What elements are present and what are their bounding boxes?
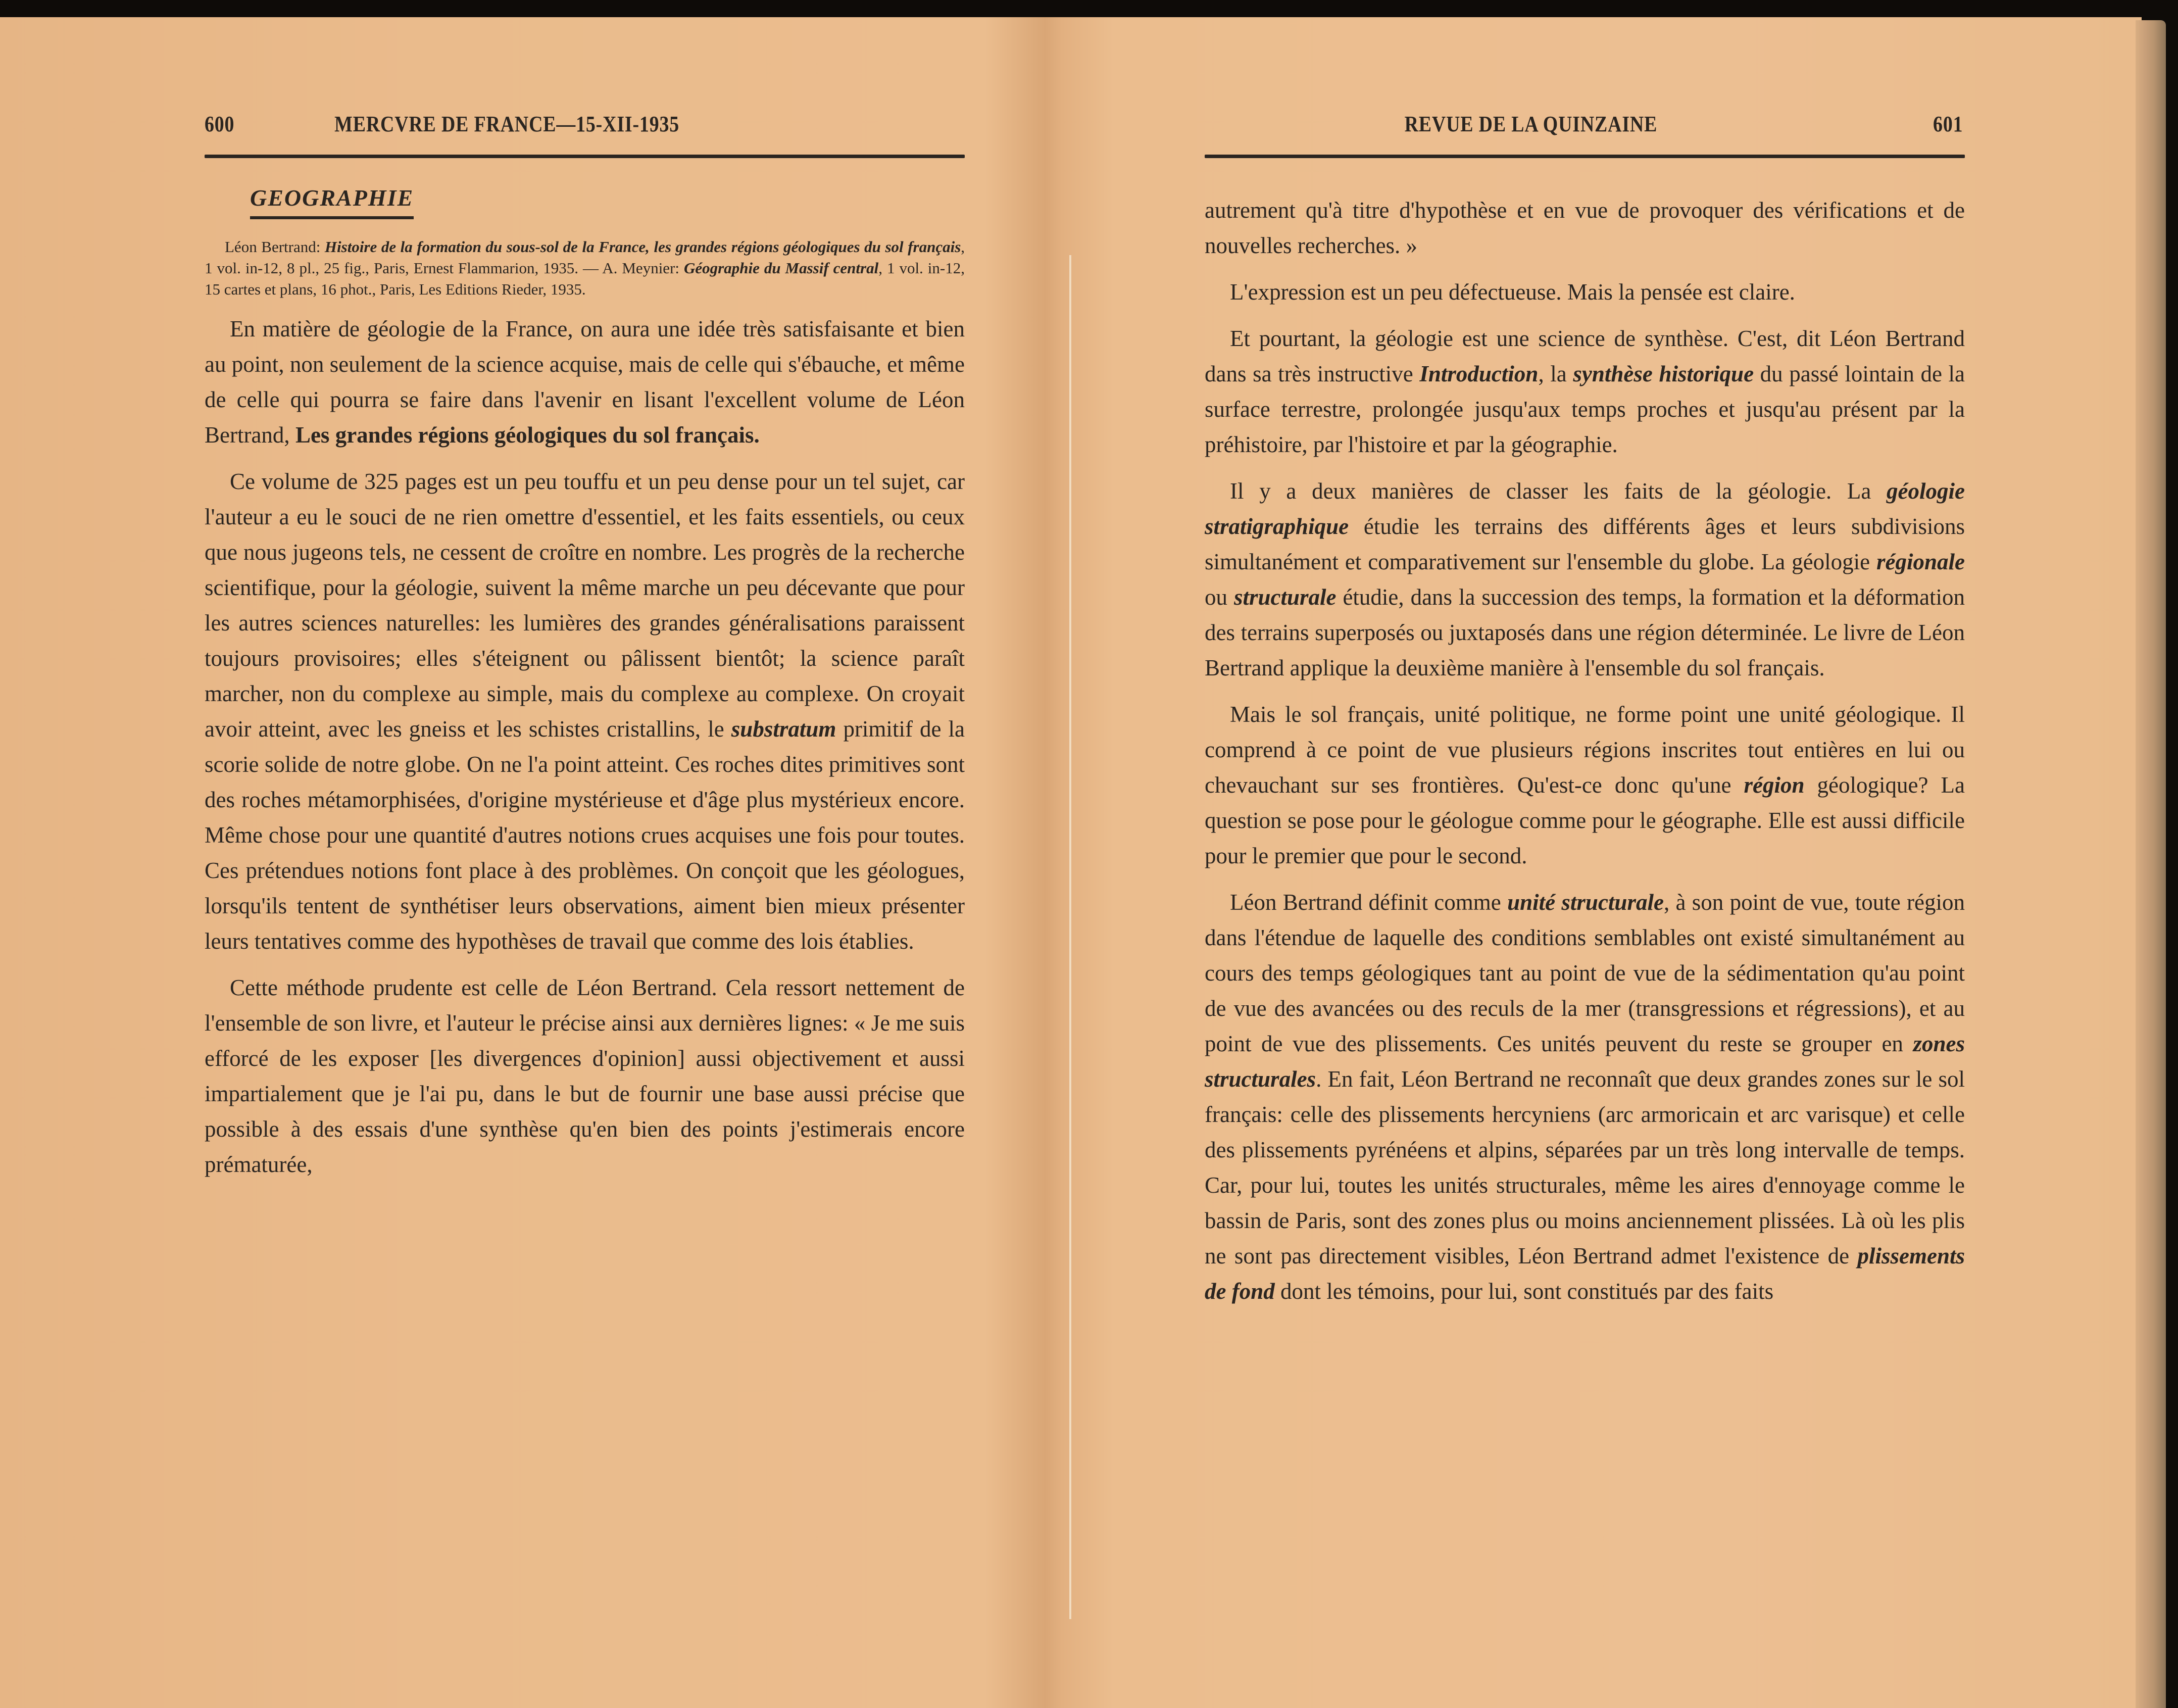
paragraph [205, 970, 965, 1182]
page-edges [2136, 20, 2166, 1708]
paragraph [1205, 885, 1965, 1309]
italic-run: plissements de fond [1205, 1243, 1965, 1304]
text-run: ou [1205, 584, 1234, 610]
text-run: . En fait, Léon Bertrand ne reconnaît que deux grandes zones sur le sol français: celle des plissements hercyniens (arc armoricain et arc varisque) et celle des plissements pyrénéens et alpins, séparées par un très long intervalle de temps. Car, pour lui, toutes les unités structurales, même les aires d'ennoyage comme le bassin de Paris, sont des zones plus ou moins anciennement plissées. Là où les plis ne sont pas directement visibles, Léon Bertrand admet l'existence de [1205, 1066, 1965, 1268]
running-head-title: MERCVRE DE FRANCE—15-XII-1935 [334, 112, 680, 136]
text-run: du passé lointain de la surface terrestre, prolongée jusqu'aux temps proches et jusqu'au présent par la préhistoire, par l'histoire et par la géographie. [1205, 361, 1965, 457]
right-page [1205, 111, 1965, 1320]
text-run: autrement qu'à titre d'hypothèse et en vue de provoquer des vérifications et de nouvelles recherches. » [1205, 198, 1965, 258]
bold-run: Les grandes régions géologiques du sol français. [295, 422, 760, 448]
paragraph [205, 464, 965, 959]
text-run: Et pourtant, la géologie est une science de synthèse. C'est, dit Léon Bertrand dans sa très instructive [1205, 326, 1965, 386]
text-run: Léon Bertrand définit comme [1230, 890, 1508, 915]
text-run: , 1 vol. in-12, 8 pl., 25 fig., Paris, Ernest Flammarion, 1935. — A. Meynier: [205, 238, 965, 277]
paragraph [1205, 321, 1965, 462]
bibliography-note [205, 236, 965, 300]
italic-run: Géographie du Massif central [684, 259, 879, 277]
italic-run: substratum [731, 716, 836, 742]
body-text [205, 311, 965, 1182]
paragraph [1205, 697, 1965, 873]
text-run: , à son point de vue, toute région dans l'étendue de laquelle des conditions semblables ont existé simultanément au cours des temps géologiques tant au point de vue de la sédimentation qu'au point de vue des avancées ou des reculs de la mer (transgressions et régressions), et au point de vue des plissements. Ces unités peuvent du reste se grouper en [1205, 890, 1965, 1056]
running-head-right [1205, 111, 1963, 141]
running-head-title: REVUE DE LA QUINZAINE [1404, 112, 1658, 136]
text-run: géologique? La question se pose pour le géologue comme pour le géographe. Elle est aussi difficile pour le premier que pour le second. [1205, 772, 1965, 868]
paragraph [1205, 192, 1965, 263]
text-run: primitif de la scorie solide de notre globe. On ne l'a point atteint. Ces roches dites primitives sont des roches métamorphisées, d'origine mystérieuse et d'âge plus mystérieux encore. Même chose pour une quantité d'autres notions crues acquises une fois pour toutes. Ces prétendues notions font place à des problèmes. On conçoit que les géologues, lorsqu'ils tentent de synthétiser leurs observations, aiment bien mieux présenter leurs tentatives comme des hypothèses de travail que comme des lois établies. [205, 716, 965, 954]
paragraph [205, 311, 965, 453]
italic-run: région [1744, 772, 1805, 798]
header-rule [205, 155, 965, 158]
italic-run: géologie stratigraphique [1205, 478, 1965, 539]
section-title: GEOGRAPHIE [250, 184, 414, 219]
text-run: étudie les terrains des différents âges et leurs subdivisions simultanément et comparativement sur l'ensemble du globe. La géologie [1205, 514, 1965, 574]
text-run: Mais le sol français, unité politique, ne forme point une unité géologique. Il comprend à ce point de vue plusieurs régions inscrites tout entières en lui ou chevauchant sur ses frontières. Qu'est-ce donc qu'une [1205, 702, 1965, 798]
italic-run: régionale [1876, 549, 1965, 574]
italic-run: structurale [1233, 584, 1336, 610]
text-run: , 1 vol. in-12, 15 cartes et plans, 16 phot., Paris, Les Editions Rieder, 1935. [205, 259, 965, 298]
page-number: 600 [205, 112, 235, 136]
page-number: 601 [1933, 112, 1963, 136]
italic-run: Introduction [1419, 361, 1539, 386]
text-run: dont les témoins, pour lui, sont constitués par des faits [1274, 1279, 1774, 1304]
text-run: étudie, dans la succession des temps, la formation et la déformation des terrains superposés ou juxtaposés dans une région déterminée. Le livre de Léon Bertrand applique la deuxième manière à l'ensemble du sol français. [1205, 584, 1965, 680]
text-run: Cette méthode prudente est celle de Léon Bertrand. Cela ressort nettement de l'ensemble de son livre, et l'auteur le précise ainsi aux dernières lignes: « Je me suis efforcé de les exposer [les divergences d'opinion] aussi objectivement et aussi impartialement que je l'ai pu, dans le but de fournir une base aussi précise que possible à des essais d'une synthèse qu'en bien des points j'estimerais encore prématurée, [205, 975, 965, 1177]
text-run: En matière de géologie de la France, on aura une idée très satisfaisante et bien au point, non seulement de la science acquise, mais de celle qui s'ébauche, et même de celle qui pourra se faire dans l'avenir en lisant l'excellent volume de Léon Bertrand, [205, 316, 965, 448]
text-run: , la [1538, 361, 1573, 386]
italic-run: unité structurale [1507, 890, 1664, 915]
paragraph [1205, 274, 1965, 310]
running-head-left [205, 111, 963, 141]
text-run: L'expression est un peu défectueuse. Mais la pensée est claire. [1230, 279, 1795, 305]
italic-run: Histoire de la formation du sous-sol de la France, les grandes régions géologiques du sol français [324, 238, 961, 256]
text-run: Ce volume de 325 pages est un peu touffu et un peu dense pour un tel sujet, car l'auteur a eu le souci de ne rien omettre d'essentiel, et les faits essentiels, ou ceux que nous jugeons tels, ne cessent de croître en nombre. Les progrès de la recherche scientifique, pour la géologie, suivent la même marche un peu décevante que pour les autres sciences naturelles: les lumières des grandes généralisations paraissent toujours provisoires; elles s'éteignent ou pâlissent bientôt; la science paraît marcher, non du complexe au simple, mais du complexe au complexe. On croyait avoir atteint, avec les gneiss et les schistes cristallins, le [205, 469, 965, 742]
left-page [205, 111, 965, 1193]
paragraph [1205, 473, 1965, 686]
body-text [1205, 192, 1965, 1309]
italic-run: synthèse historique [1573, 361, 1754, 386]
header-rule [1205, 155, 1965, 158]
text-run: Léon Bertrand: [225, 238, 325, 256]
italic-run: zones structurales [1205, 1031, 1965, 1092]
gutter-crease [1069, 255, 1071, 1619]
text-run: Il y a deux manières de classer les faits de la géologie. La [1230, 478, 1887, 504]
